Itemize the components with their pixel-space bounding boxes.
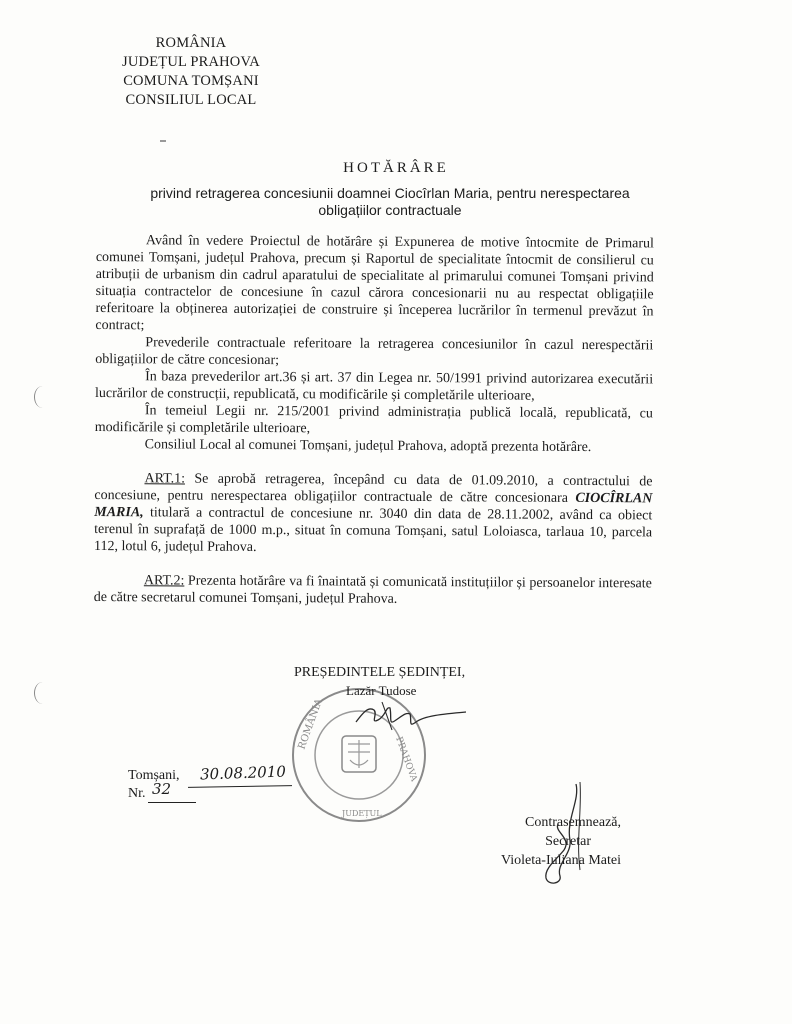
number-label: Nr.: [128, 786, 146, 801]
document-body: [94, 232, 654, 609]
article-2: [94, 572, 652, 609]
svg-text:JUDEȚUL: JUDEȚUL: [342, 809, 382, 818]
header-council: CONSILIUL LOCAL: [125, 92, 257, 108]
article-2-text: Prezenta hotărâre va fi înaintată și comunicată instituțiilor și persoanelor interesate de către secretarul comunei Tomșani, județul Prahova.: [93, 573, 652, 607]
punch-hole-mark: [34, 386, 51, 408]
secretary-name: Violeta-Iuliana Matei: [500, 853, 621, 868]
number-underline: [148, 802, 196, 803]
president-name: Lazăr Tudose: [346, 683, 417, 698]
article-1-label: ART.1:: [144, 471, 186, 487]
svg-text:PRAHOVA: PRAHOVA: [393, 735, 419, 784]
article-2-label: ART.2:: [143, 573, 185, 589]
header-commune: COMUNA TOMȘANI: [123, 73, 259, 89]
article-1: [94, 470, 653, 558]
place-label: Tomșani,: [128, 768, 180, 783]
preamble-paragraph-4: În temeiul Legii nr. 215/2001 privind administrația publică locală, republicată, cu modificările și completările ulterioare,: [94, 403, 653, 437]
preamble-paragraph-1: Având în vedere Proiectul de hotărâre și Expunerea de motive întocmite de Primarul comunei Tomșani, județul Prahova, precum și Raportul de specialitate întocmit de consilierul cu atribuții de urbanism din cadrul aparatului de specialitate al primarului comunei Tomșani privind situația contractelor de concesiune în cazul cărora concesionarii nu au respectat obligațiile referitoare la obținerea autorizației de construire și începerea lucrărilor în termenul prevăzut în contract;: [95, 233, 654, 334]
punch-hole-mark: [34, 682, 51, 704]
preamble-paragraph-3: În baza prevederilor art.36 și art. 37 din Legea nr. 50/1991 privind autorizarea executării lucrărilor de construcții, republicată, cu modificările și completările ulterioare,: [94, 369, 654, 404]
handwritten-number: 32: [152, 780, 172, 798]
issuer-header: [96, 34, 286, 110]
article-1-text-a: Se aprobă retragerea, începând cu data de 01.09.2010, a contractului de concesiune, pentru nerespectarea obligațiilor contractuale de către concesionara: [94, 471, 653, 506]
header-country: ROMÂNIA: [155, 35, 227, 51]
header-county: JUDEȚUL PRAHOVA: [122, 54, 260, 70]
preamble-paragraph-5: Consiliul Local al comunei Tomșani, județul Prahova, adoptă prezenta hotărâre.: [144, 437, 592, 456]
concessionaire-name: CIOCÎRLAN MARIA,: [94, 490, 653, 521]
document-title: HOTĂRÂRE: [343, 160, 449, 176]
secretary-label: Secretar: [545, 834, 591, 849]
preamble-paragraph-2: Prevederile contractuale referitoare la retragerea concesiunilor în cazul nerespectării obligațiilor de către concesionar;: [95, 335, 654, 369]
countersign-label: Contrasemnează,: [524, 815, 621, 830]
secretary-signature: [536, 780, 596, 890]
article-1-text-b: titulară a contractul de concesiune nr. 3040 din data de 28.11.2002, având ca obiect terenul în suprafață de 1000 m.p., situat în comuna Tomșani, satul Loloiasca, tarlaua 10, parcela 112, lotul 6, județul Prahova.: [94, 505, 653, 555]
document-subtitle: privind retragerea concesiunii doamnei Ciocîrlan Maria, pentru nerespectarea obligațiilor contractuale: [150, 185, 630, 218]
president-title: PREȘEDINTELE ȘEDINȚEI,: [294, 665, 466, 680]
date-underline: [188, 785, 292, 788]
president-signature: [352, 696, 472, 736]
handwritten-date: 30.08.2010: [199, 762, 287, 784]
svg-text:ROMÂNIA: ROMÂNIA: [296, 697, 325, 752]
scan-speck: [160, 140, 166, 142]
